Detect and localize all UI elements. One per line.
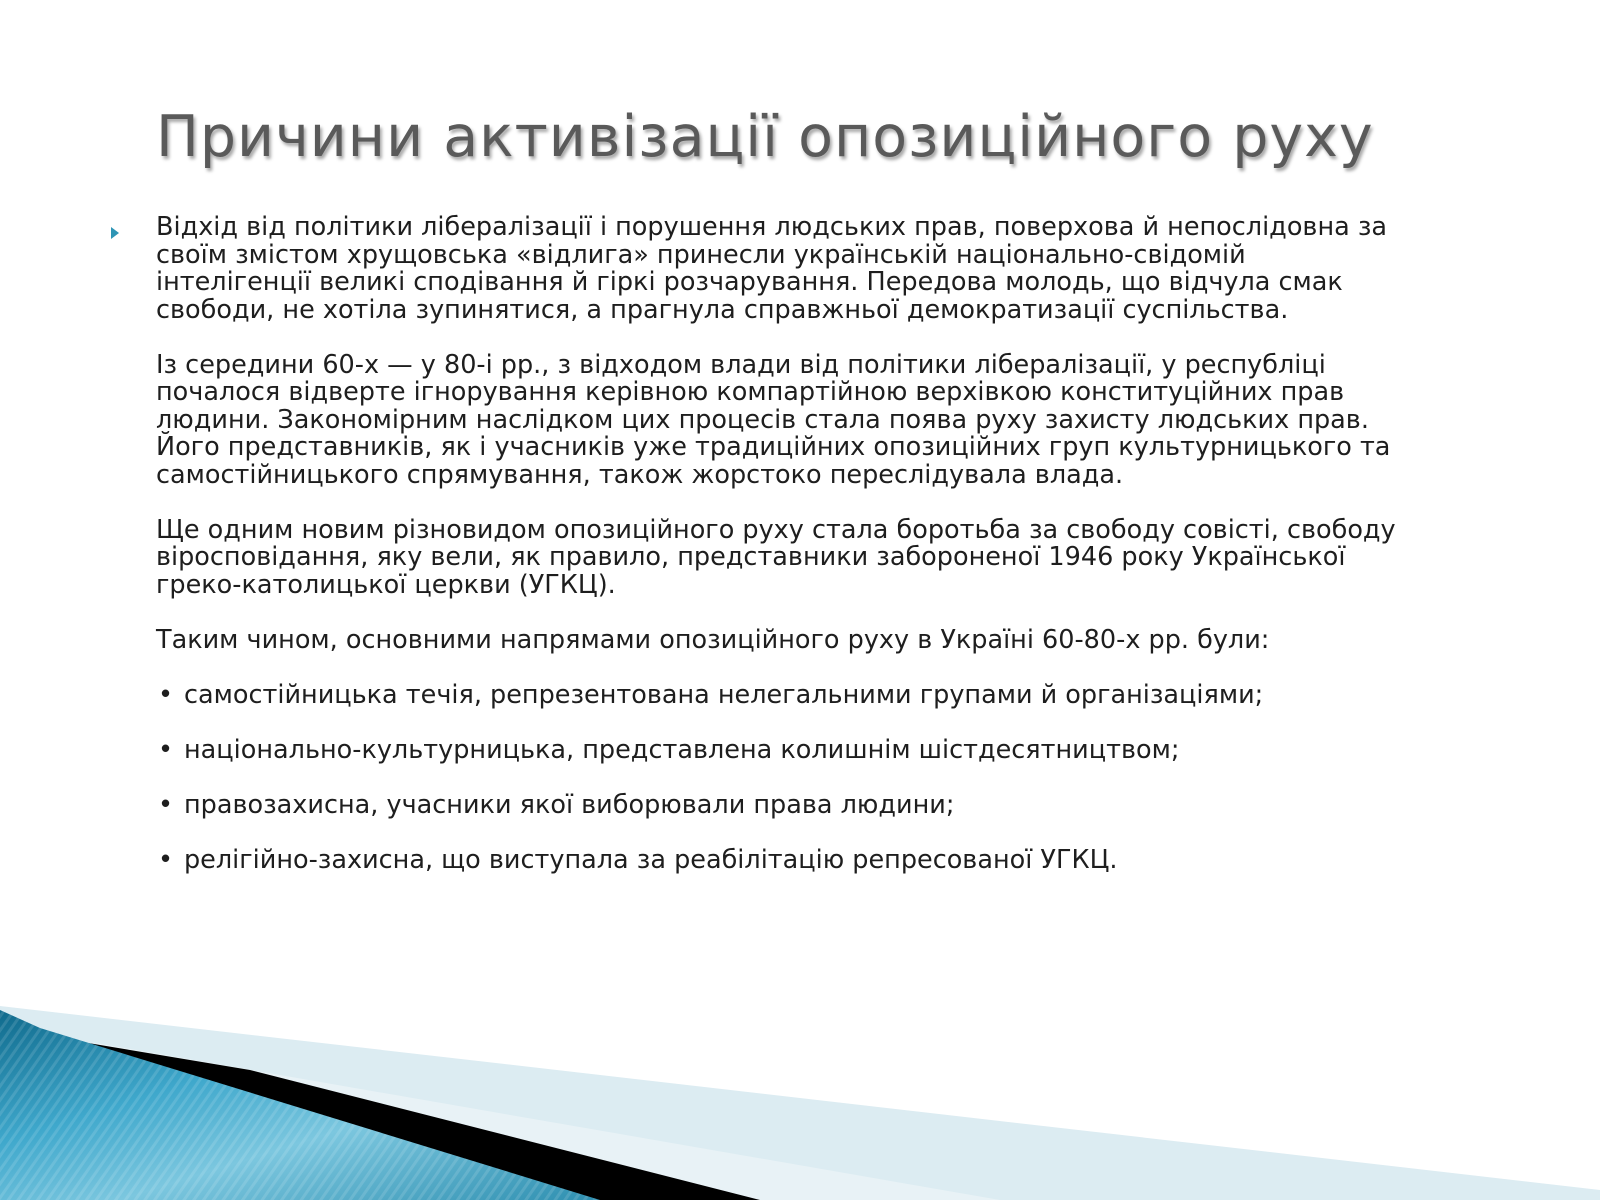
triangle-bullet-icon <box>111 227 119 239</box>
list-item <box>156 844 1556 875</box>
text-line: свободи, не хотіла зупинятися, а прагнула справжньої демократизації суспільства. <box>156 294 1289 325</box>
paragraph <box>156 514 1556 600</box>
list-item <box>156 789 1556 820</box>
text-line: Таким чином, основними напрямами опозиційного руху в Україні 60-80-х рр. були: <box>156 624 1270 655</box>
text-line: Відхід від політики лібералізації і порушення людських прав, поверхова й непослідовна за <box>156 212 1388 242</box>
dot-bullet: • <box>158 734 174 765</box>
dot-bullet: • <box>158 789 174 820</box>
text-line: Його представників, як і учасників уже традиційних опозиційних груп культурницького та <box>156 432 1391 462</box>
text-line: греко-католицької церкви (УГКЦ). <box>156 569 616 600</box>
dot-bullet: • <box>158 679 174 710</box>
text-line: Із середини 60-х — у 80-і рр., з відходом влади від політики лібералізації, у республіці <box>156 349 1326 380</box>
text-line: почалося відверте ігнорування керівною компартійною верхівкою конституційних прав <box>156 377 1345 407</box>
text-line: людини. Закономірним наслідком цих процесів стала поява руху захисту людських прав. <box>156 404 1369 435</box>
text-line: Ще одним новим різновидом опозиційного руху стала боротьба за свободу совісті, свободу <box>156 514 1396 545</box>
list-item-text: релігійно-захисна, що виступала за реабілітацію репресованої УГКЦ. <box>184 844 1118 875</box>
dot-bullet: • <box>158 844 174 875</box>
list-item-text: самостійницька течія, репрезентована нелегальними групами й організаціями; <box>184 679 1264 710</box>
wave-decoration <box>0 1000 1600 1200</box>
paragraph <box>156 624 1556 655</box>
slide-title: Причини активізації опозиційного руху <box>156 104 1374 170</box>
text-line: інтелігенції великі сподівання й гіркі розчарування. Передова молодь, що відчула смак <box>156 267 1343 297</box>
paragraph <box>156 214 1556 324</box>
text-line: віросповідання, яку вели, як правило, представники забороненої 1946 року Української <box>156 542 1346 572</box>
paragraph <box>156 349 1556 490</box>
list-item <box>156 734 1556 765</box>
list-item-text: національно-культурницька, представлена колишнім шістдесятництвом; <box>184 734 1180 765</box>
text-line: своїм змістом хрущовська «відлига» принесли українській національно-свідомій <box>156 239 1246 270</box>
list-item-text: правозахисна, учасники якої виборювали права людини; <box>184 789 955 820</box>
text-line: самостійницького спрямування, також жорстоко переслідувала влада. <box>156 459 1124 490</box>
slide-body <box>156 214 1556 902</box>
list-item <box>156 679 1556 710</box>
